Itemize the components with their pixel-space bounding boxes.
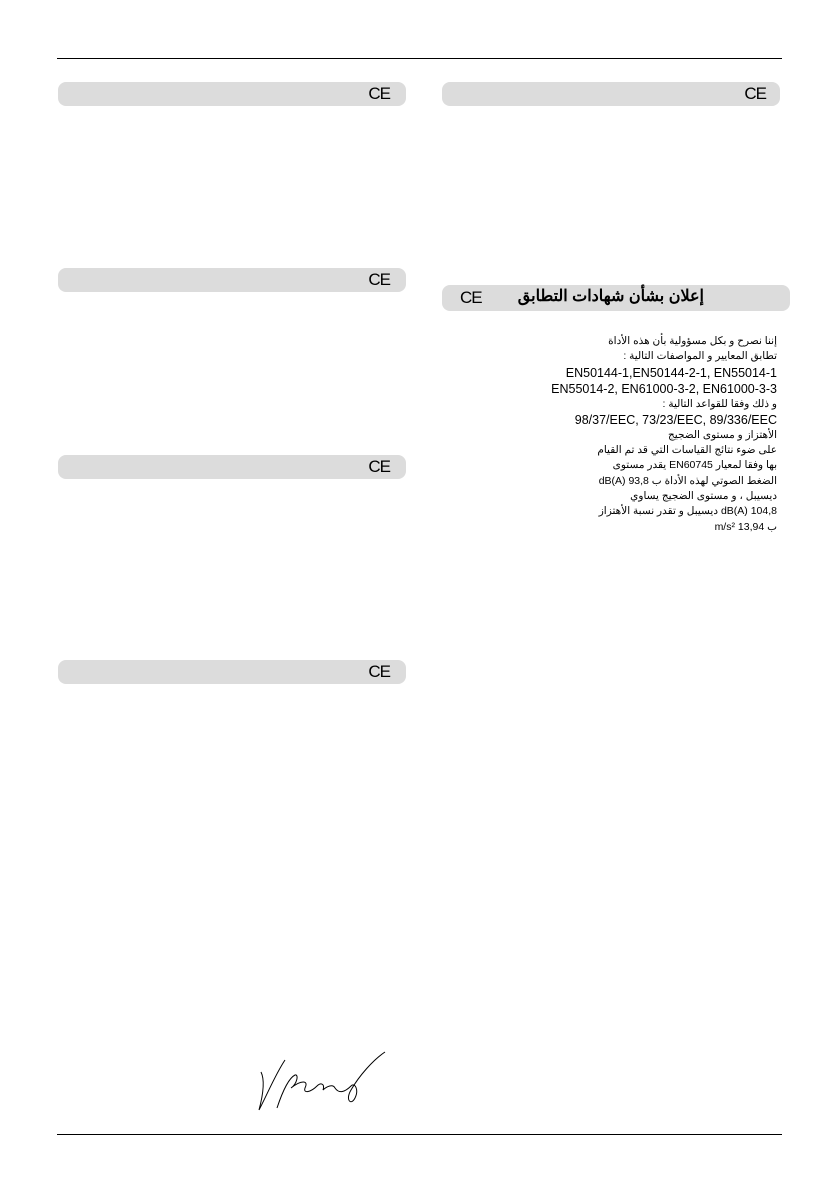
declaration-line: و ذلك وفقا للقواعد التالية :	[662, 397, 777, 410]
declaration-line: 104,8 dB(A) ديسيبل و تقدر نسبة الأهتزاز	[598, 505, 777, 518]
standards-line: EN50144-1,EN50144-2-1, EN55014-1	[565, 365, 777, 380]
declaration-line: إننا نصرح و بكل مسؤولية بأن هذه الأداة	[608, 335, 777, 347]
declaration-title: إعلان بشأن شهادات التطابق	[517, 288, 704, 305]
header-bar	[58, 455, 406, 479]
declaration-line: على ضوء نتائج القياسات التي قد تم القيام	[597, 444, 777, 457]
directives-line: 98/37/EEC, 73/23/EEC, 89/336/EEC	[574, 412, 777, 427]
header-bar	[58, 82, 406, 106]
header-bar	[58, 268, 406, 292]
ce-mark: CE	[368, 84, 390, 103]
top-rule	[57, 58, 782, 59]
ce-mark: CE	[368, 270, 390, 289]
declaration-line: الضغط الصوتي لهذه الأداة ب 93,8 dB(A)	[598, 474, 777, 487]
ce-mark: CE	[460, 288, 482, 307]
declaration-line: بها وفقا لمعيار EN60745 يقدر مستوى	[612, 459, 777, 472]
declaration-line: الأهتزاز و مستوى الضجيج	[668, 428, 777, 441]
declaration-line: ب 13,94 m/s²	[714, 520, 777, 533]
bottom-rule	[57, 1134, 782, 1135]
header-bar	[442, 82, 780, 106]
ce-mark: CE	[368, 457, 390, 476]
declaration-line: ديسيبل ، و مستوى الضجيج يساوي	[630, 490, 777, 503]
declaration-text	[457, 334, 777, 535]
standards-line: EN55014-2, EN61000-3-2, EN61000-3-3	[551, 381, 777, 396]
signature-image	[255, 1050, 390, 1115]
declaration-line: تطابق المعايير و المواصفات التالية :	[623, 350, 777, 363]
declaration-header	[442, 285, 790, 311]
header-bar	[58, 660, 406, 684]
ce-mark: CE	[368, 662, 390, 681]
ce-mark: CE	[744, 84, 766, 103]
